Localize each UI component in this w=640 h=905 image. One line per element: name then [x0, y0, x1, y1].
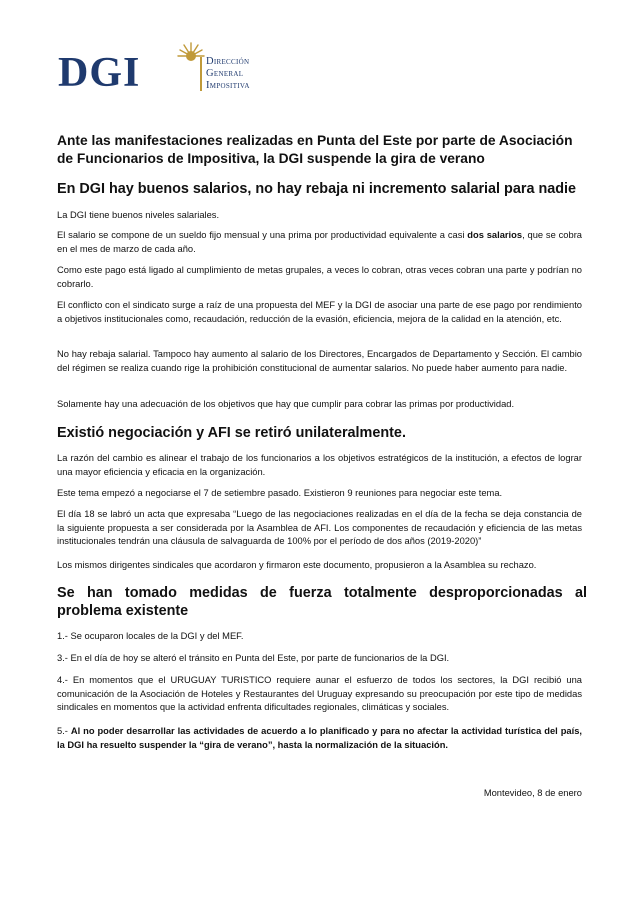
logo-name-line-3: Impositiva — [206, 79, 250, 91]
section1-paragraph-3: Como este pago está ligado al cumplimiento de metas grupales, a veces lo cobran, otras veces cobran una parte y podrían no cobrarlo. — [57, 265, 582, 289]
section2-heading: Existió negociación y AFI se retiró unilateralmente. — [57, 425, 406, 441]
document-date: Montevideo, 8 de enero — [483, 788, 582, 798]
section2-paragraph-3: El día 18 se labró un acta que expresaba “Luego de las negociaciones realizadas en el día de la fecha se deja constancia de la siguiente propuesta a ser considerada por la Asamblea de AFI. Los componentes de recaudación y eficiencia de las metas institucionales tendrán una cláusula de salvaguarda de 100% por el período de dos años (2019-2020)” — [57, 509, 582, 547]
list-item-5-bold: Al no poder desarrollar las actividades de acuerdo a lo planificado y para no afectar la actividad turística del país, la DGI ha resuelto suspender la “gira de verano”, hasta la normalización de la situación. — [57, 726, 582, 750]
section2-paragraph-2: Este tema empezó a negociarse el 7 de setiembre pasado. Existieron 9 reuniones para negociar este tema. — [57, 488, 503, 498]
section1-paragraph-6: Solamente hay una adecuación de los objetivos que hay que cumplir para cobrar las primas por productividad. — [57, 399, 515, 409]
section1-paragraph-5: No hay rebaja salarial. Tampoco hay aumento al salario de los Directores, Encargados de Departamento y Sección. El cambio del régimen se realiza cuando rige la prohibición constitucional de aumentar salarios. No puede haber aumento para nadie. — [57, 349, 582, 373]
list-item-4: 4.- En momentos que el URUGUAY TURISTICO requiere aunar el esfuerzo de todos los sectores, la DGI recibió una comunicación de la Asociación de Hoteles y Restaurantes del Uruguay expresando su preocupación por este tipo de medidas sindicales en momentos que la actividad enfrenta dificultades regionales, climáticas y sociales. — [57, 675, 582, 713]
section1-paragraph-1: La DGI tiene buenos niveles salariales. — [57, 210, 220, 220]
list-item-5 — [57, 725, 582, 752]
section1-paragraph-2-start: El salario se compone de un sueldo fijo mensual y una prima por productividad equivalente a casi — [57, 230, 468, 240]
section2-paragraph-1: La razón del cambio es alinear el trabajo de los funcionarios a los objetivos estratégicos de la institución, a efectos de lograr una mayor eficiencia y eficacia en la organización. — [57, 453, 582, 477]
logo-acronym: DGI — [58, 50, 141, 96]
logo-name-line-2: General — [206, 67, 244, 79]
section1-heading: En DGI hay buenos salarios, no hay rebaja ni incremento salarial para nadie — [57, 181, 577, 197]
section1-paragraph-4: El conflicto con el sindicato surge a raíz de una propuesta del MEF y la DGI de asociar una parte de ese pago por rendimiento a objetivos institucionales como, recaudación, reducción de la evasión, eficiencia, mejora de la calidad en la atención, etc. — [57, 300, 582, 324]
sun-emblem-icon — [176, 42, 206, 64]
list-item-1: 1.- Se ocuparon locales de la DGI y del MEF. — [57, 631, 244, 641]
section2-paragraph-4: Los mismos dirigentes sindicales que acordaron y firmaron este documento, propusieron a la Asamblea su rechazo. — [57, 560, 537, 570]
logo-name-line-1: Dirección — [206, 56, 250, 67]
section1-paragraph-2-bold: dos salarios — [467, 230, 523, 240]
section1-paragraph-2 — [57, 229, 582, 256]
section1-paragraph-2-end: , que se cobra en el mes de marzo de cada año. — [57, 230, 583, 254]
document-title: Ante las manifestaciones realizadas en Punta del Este por parte de Asociación de Funcionarios de Impositiva, la DGI suspende la gira de verano — [57, 133, 573, 166]
logo-divider — [200, 57, 202, 91]
logo-name — [206, 56, 250, 91]
list-item-5-prefix: 5.- — [57, 726, 71, 736]
list-item-3: 3.- En el día de hoy se alteró el tránsito en Punta del Este, por parte de funcionarios de la DGI. — [57, 653, 450, 663]
section3-heading: Se han tomado medidas de fuerza totalmente desproporcionadas al problema existente — [57, 585, 587, 619]
